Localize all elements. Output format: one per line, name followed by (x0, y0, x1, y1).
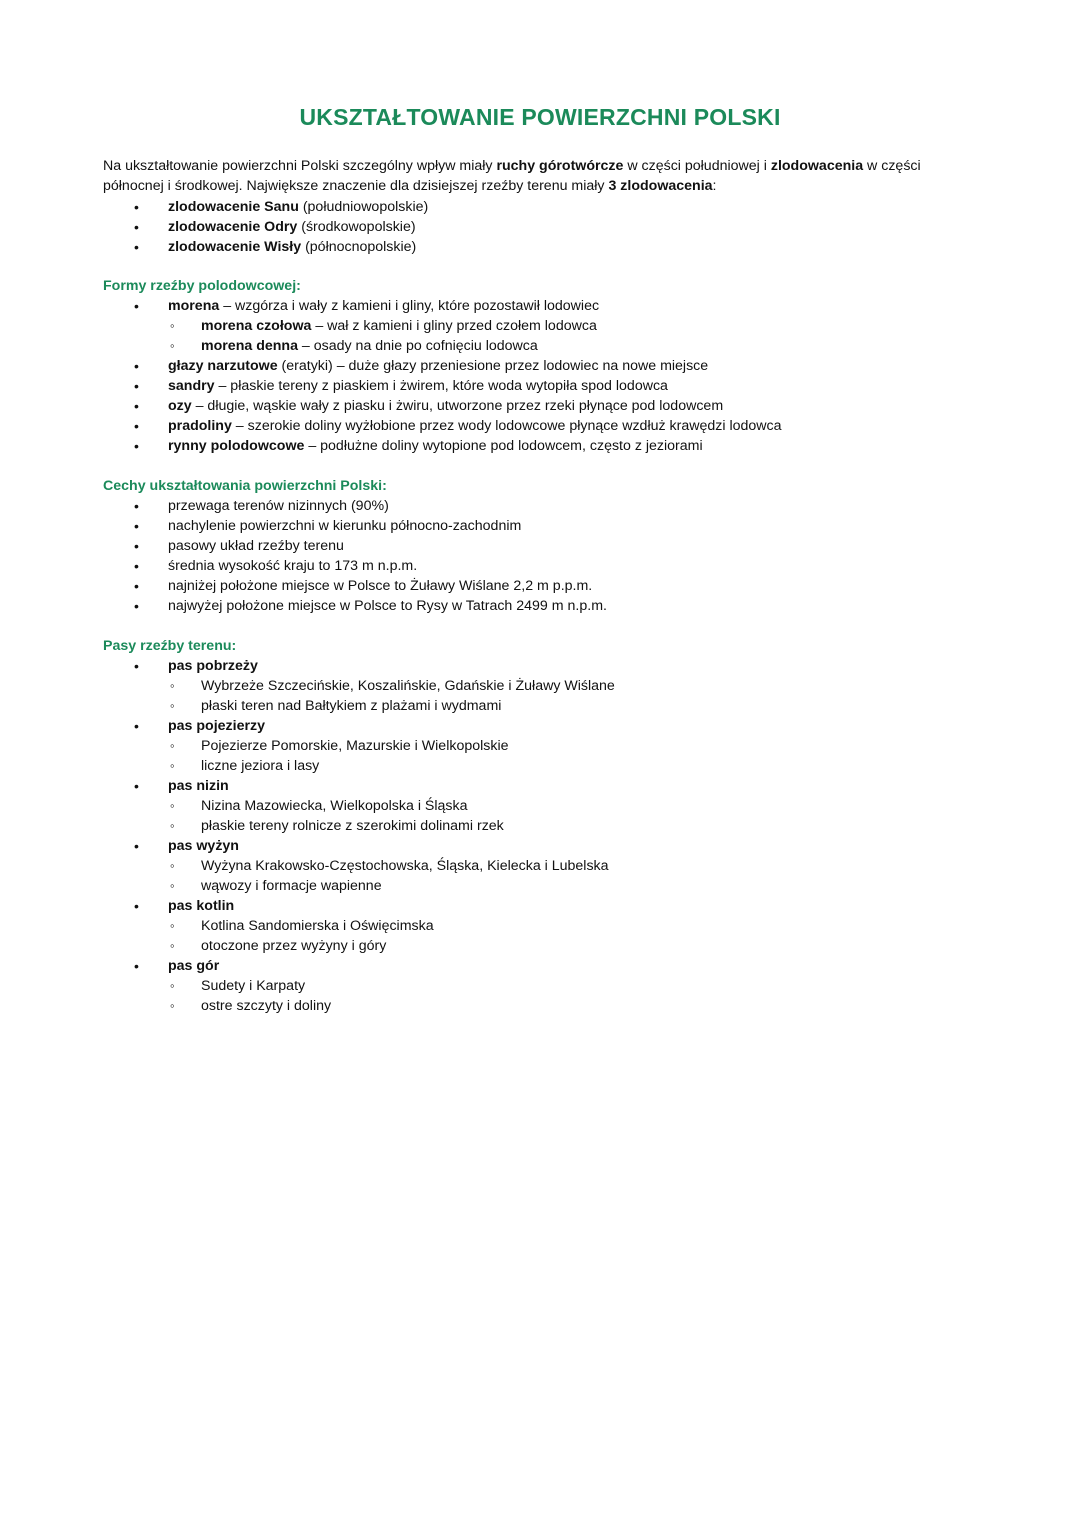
list-item (103, 716, 1003, 776)
list-item (103, 956, 1003, 1016)
glaciation-note: (północnopolskie) (301, 239, 417, 255)
sub-list-item: ◦ płaski teren nad Bałtykiem z plażami i wydmami (168, 696, 1003, 716)
term: morena czołowa (201, 318, 312, 334)
description: – szerokie doliny wyżłobione przez wody lodowcowe płynące wzdłuż krawędzi lodowca (231, 418, 782, 434)
page-title: UKSZTAŁTOWANIE POWIERZCHNI POLSKI (299, 104, 781, 130)
term: rynny polodowcowe (168, 438, 305, 454)
glaciations-list (103, 197, 1003, 257)
belt-name: pas pojezierzy (168, 718, 265, 734)
list-item (103, 296, 1003, 356)
sub-list-item: ◦ Wyżyna Krakowsko-Częstochowska, Śląska, Kielecka i Lubelska (168, 856, 1003, 876)
features-list (103, 496, 1003, 616)
belt-name: pas kotlin (168, 898, 235, 914)
sub-list (168, 976, 1003, 1016)
sub-list-item: ◦ płaskie tereny rolnicze z szerokimi dolinami rzek (168, 816, 1003, 836)
list-item: • pasowy układ rzeźby terenu (103, 536, 1003, 556)
sub-list (168, 316, 1003, 356)
list-item (103, 896, 1003, 956)
description: (eratyki) – duże głazy przeniesione przez lodowiec na nowe miejsce (277, 358, 709, 374)
list-item (103, 416, 1003, 436)
forms-list (103, 296, 1003, 456)
intro-text-1: Na ukształtowanie powierzchni Polski szczególny wpływ miały (103, 158, 497, 174)
sub-list (168, 916, 1003, 956)
section-heading-forms: Formy rzeźby polodowcowej: (103, 278, 301, 294)
list-item: • najwyżej położone miejsce w Polsce to Rysy w Tatrach 2499 m n.p.m. (103, 596, 1003, 616)
sub-list (168, 796, 1003, 836)
intro-bold-1: ruchy górotwórcze (496, 158, 624, 174)
belt-name: pas gór (168, 958, 220, 974)
intro-text-2: w części południowej i (623, 158, 771, 174)
list-item (103, 356, 1003, 376)
list-item: • przewaga terenów nizinnych (90%) (103, 496, 1003, 516)
section-heading-features: Cechy ukształtowania powierzchni Polski: (103, 478, 387, 494)
term: morena (168, 298, 220, 314)
term: pradoliny (168, 418, 232, 434)
intro-bold-2: zlodowacenia (770, 158, 864, 174)
list-item (103, 656, 1003, 716)
intro-text-3: w części północnej i środkowej. Największe znaczenie dla dzisiejszej rzeźby terenu miały (103, 158, 921, 194)
list-item (103, 836, 1003, 896)
sub-list-item: ◦ otoczone przez wyżyny i góry (168, 936, 1003, 956)
sub-list-item: ◦ Nizina Mazowiecka, Wielkopolska i Śląska (168, 796, 1003, 816)
list-item (103, 237, 1003, 257)
sub-list (168, 676, 1003, 716)
description: – podłużne doliny wytopione pod lodowcem, często z jeziorami (304, 438, 703, 454)
list-item (103, 436, 1003, 456)
section-heading-belts: Pasy rzeźby terenu: (103, 638, 237, 654)
description: – osady na dnie po cofnięciu lodowca (297, 338, 538, 354)
list-item: • nachylenie powierzchni w kierunku północno-zachodnim (103, 516, 1003, 536)
glaciation-name: zlodowacenie Odry (168, 219, 298, 235)
term: ozy (168, 398, 192, 414)
term: głazy narzutowe (168, 358, 278, 374)
list-item (103, 396, 1003, 416)
list-item: • najniżej położone miejsce w Polsce to Żuławy Wiślane 2,2 m p.p.m. (103, 576, 1003, 596)
sub-list (168, 736, 1003, 776)
sub-list-item: ◦ ostre szczyty i doliny (168, 996, 1003, 1016)
intro-bold-3: 3 zlodowacenia (608, 178, 713, 194)
sub-list-item: ◦ Kotlina Sandomierska i Oświęcimska (168, 916, 1003, 936)
glaciation-note: (południowopolskie) (298, 199, 429, 215)
list-item: • średnia wysokość kraju to 173 m n.p.m. (103, 556, 1003, 576)
list-item (103, 217, 1003, 237)
sub-list-item: ◦ Sudety i Karpaty (168, 976, 1003, 996)
term: morena denna (201, 338, 298, 354)
glaciation-name: zlodowacenie Wisły (168, 239, 302, 255)
sub-list (168, 856, 1003, 896)
sub-list-item: ◦ Pojezierze Pomorskie, Mazurskie i Wielkopolskie (168, 736, 1003, 756)
description: – długie, wąskie wały z piasku i żwiru, utworzone przez rzeki płynące pod lodowcem (191, 398, 724, 414)
list-item (103, 197, 1003, 217)
glaciation-note: (środkowopolskie) (297, 219, 416, 235)
description: – wzgórza i wały z kamieni i gliny, które pozostawił lodowiec (219, 298, 600, 314)
belts-list (103, 656, 1003, 1016)
sub-list-item: ◦ wąwozy i formacje wapienne (168, 876, 1003, 896)
sub-list-item (168, 336, 1003, 356)
list-item (103, 376, 1003, 396)
belt-name: pas pobrzeży (168, 658, 258, 674)
sub-list-item: ◦ Wybrzeże Szczecińskie, Koszalińskie, Gdańskie i Żuławy Wiślane (168, 676, 1003, 696)
sub-list-item: ◦ liczne jeziora i lasy (168, 756, 1003, 776)
list-item (103, 776, 1003, 836)
intro-text-4: : (712, 178, 717, 194)
belt-name: pas nizin (168, 778, 229, 794)
term: sandry (168, 378, 215, 394)
glaciation-name: zlodowacenie Sanu (168, 199, 299, 215)
sub-list-item (168, 316, 1003, 336)
description: – wał z kamieni i gliny przed czołem lodowca (311, 318, 597, 334)
description: – płaskie tereny z piaskiem i żwirem, które woda wytopiła spod lodowca (214, 378, 668, 394)
belt-name: pas wyżyn (168, 838, 239, 854)
intro-paragraph (103, 156, 983, 196)
